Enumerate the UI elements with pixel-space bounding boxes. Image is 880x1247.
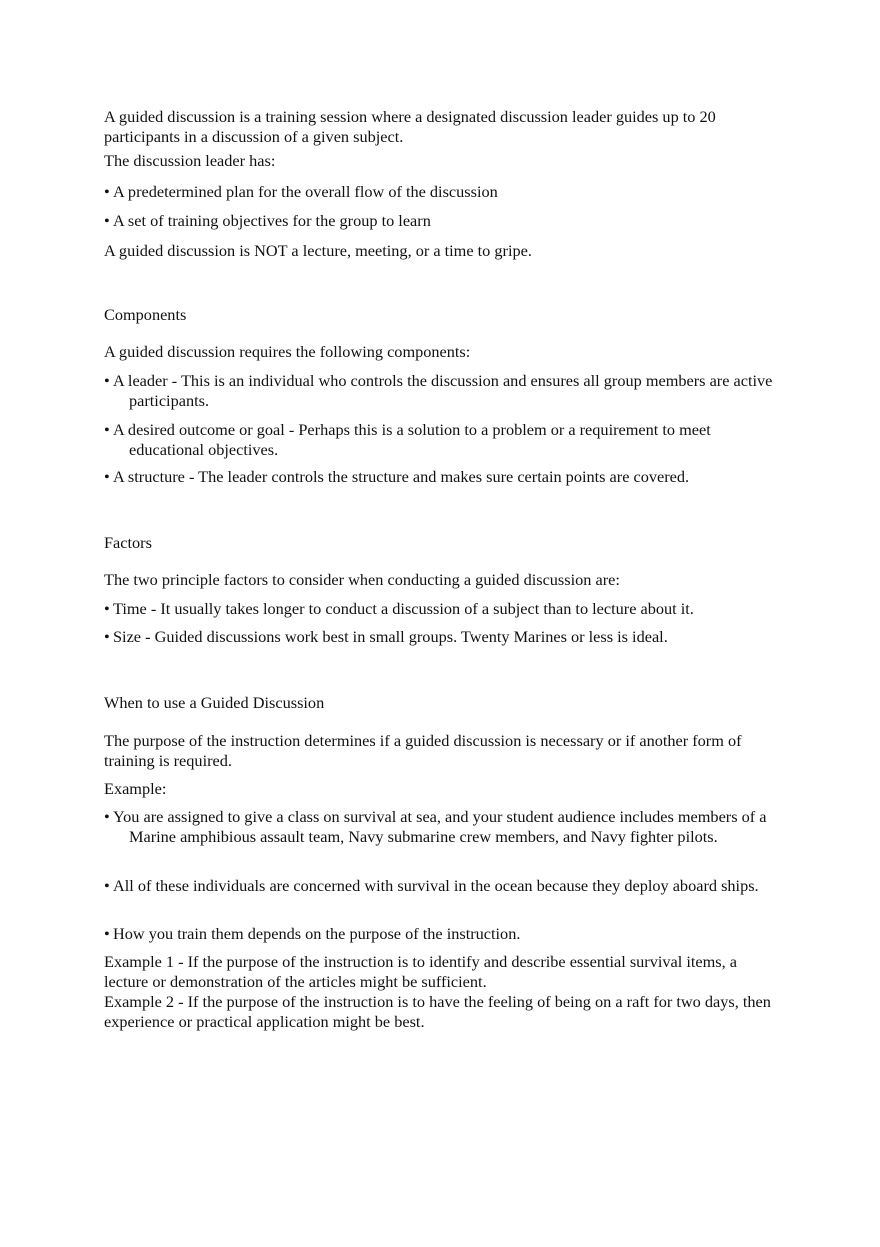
bullet-icon: • xyxy=(104,807,110,826)
purpose-paragraph: The purpose of the instruction determines if a guided discussion is necessary or if another form of training is required. xyxy=(104,731,742,770)
example-1-paragraph: Example 1 - If the purpose of the instruction is to identify and describe essential survival items, a lecture or demonstration of the articles might be sufficient. xyxy=(104,952,737,991)
list-item xyxy=(104,876,780,896)
list-item-text: How you train them depends on the purpose of the instruction. xyxy=(113,924,521,943)
list-item xyxy=(104,371,780,411)
leader-has-paragraph: The discussion leader has: xyxy=(104,151,276,170)
section-heading-when: When to use a Guided Discussion xyxy=(104,693,325,712)
bullet-icon: • xyxy=(104,627,110,646)
list-item-text: Size - Guided discussions work best in small groups. Twenty Marines or less is ideal. xyxy=(113,627,668,646)
bullet-icon: • xyxy=(104,371,110,390)
list-item-text: A leader - This is an individual who controls the discussion and ensures all group members are active participants. xyxy=(113,371,773,410)
section-heading-components: Components xyxy=(104,305,187,324)
bullet-icon: • xyxy=(104,467,110,486)
bullet-icon: • xyxy=(104,182,110,201)
list-item xyxy=(104,420,780,460)
list-item xyxy=(104,599,780,619)
list-item xyxy=(104,924,780,944)
list-item xyxy=(104,467,780,487)
list-item xyxy=(104,807,780,847)
list-item-text: Time - It usually takes longer to conduct a discussion of a subject than to lecture about it. xyxy=(113,599,694,618)
example-2-paragraph: Example 2 - If the purpose of the instruction is to have the feeling of being on a raft for two days, then experience or practical application might be best. xyxy=(104,992,771,1031)
bullet-icon: • xyxy=(104,211,110,230)
list-item-text: A structure - The leader controls the structure and makes sure certain points are covered. xyxy=(113,467,690,486)
section-heading-factors: Factors xyxy=(104,533,152,552)
list-item xyxy=(104,627,780,647)
bullet-icon: • xyxy=(104,420,110,439)
bullet-icon: • xyxy=(104,599,110,618)
list-item-text: A predetermined plan for the overall flow of the discussion xyxy=(113,182,498,201)
bullet-icon: • xyxy=(104,876,110,895)
intro-paragraph: A guided discussion is a training session where a designated discussion leader guides up to 20 participants in a discussion of a given subject. xyxy=(104,107,716,146)
list-item-text: A desired outcome or goal - Perhaps this is a solution to a problem or a requirement to meet educational objectives. xyxy=(113,420,711,459)
components-paragraph: A guided discussion requires the following components: xyxy=(104,342,471,361)
list-item-text: A set of training objectives for the group to learn xyxy=(113,211,431,230)
example-label: Example: xyxy=(104,779,167,798)
bullet-icon: • xyxy=(104,924,110,943)
list-item xyxy=(104,211,780,231)
list-item-text: All of these individuals are concerned with survival in the ocean because they deploy aboard ships. xyxy=(113,876,759,895)
list-item xyxy=(104,182,780,202)
not-lecture-paragraph: A guided discussion is NOT a lecture, meeting, or a time to gripe. xyxy=(104,241,532,260)
factors-paragraph: The two principle factors to consider when conducting a guided discussion are: xyxy=(104,570,620,589)
list-item-text: You are assigned to give a class on survival at sea, and your student audience includes members of a Marine amphibious assault team, Navy submarine crew members, and Navy fighter pilots. xyxy=(113,807,767,846)
